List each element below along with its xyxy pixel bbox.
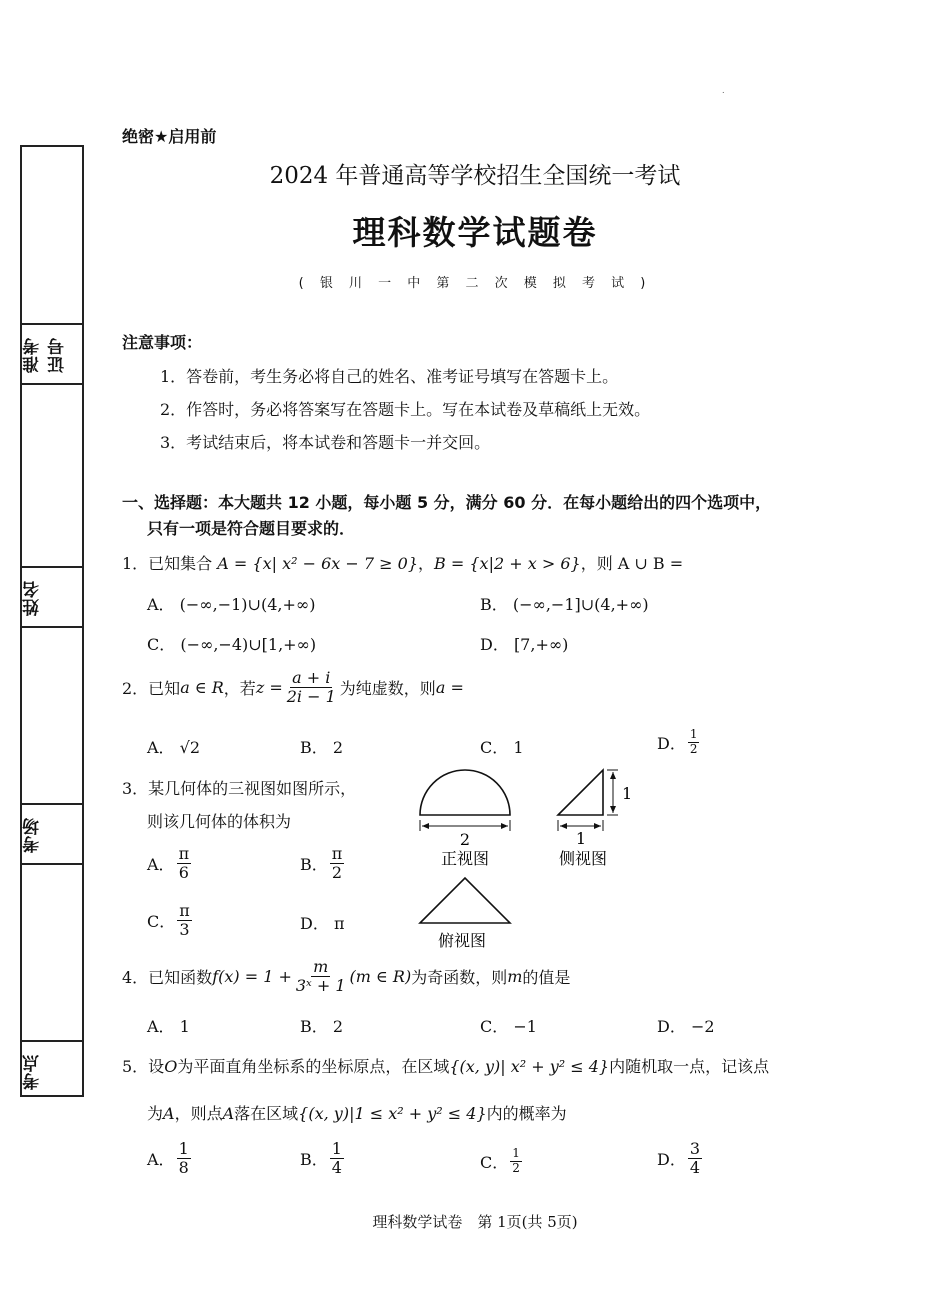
q5-suffix: 内随机取一点，记该点 [609, 1057, 770, 1076]
q4-function: f(x) = 1 + [212, 967, 292, 987]
q4-domain: (m ∈ R) [349, 967, 412, 987]
q3-option-a: A． $\frac{\pi}{6}$ [147, 844, 190, 883]
strip-divider [20, 566, 84, 568]
q3-option-c: C． $\frac{\pi}{3}$ [147, 901, 190, 940]
question-3-stem: 3．某几何体的三视图如图所示， [122, 779, 357, 798]
q4-fraction: $\frac{m}{\text{3ˣ + 1}}$ [295, 957, 346, 996]
side-view-label: 侧视图 [558, 849, 608, 868]
q3-option-d: D． π [300, 914, 345, 933]
q2-option-d: D． $\frac{1}{2}$ [657, 727, 698, 756]
q1-separator: ， [418, 554, 435, 573]
q2-option-b: B． 2 [300, 738, 344, 757]
q5-region-1: {(x, y)| x² + y² ≤ 4} [449, 1057, 610, 1076]
section-title-cont: 只有一项是符合题目要求的． [147, 519, 356, 538]
strip-label-exam-id: 准考证号 [23, 337, 68, 373]
strip-divider [20, 803, 84, 805]
corner-mark: . [722, 86, 725, 95]
q5-line2-suffix: 内的概率为 [486, 1104, 567, 1123]
q4-option-c: C． −1 [480, 1017, 537, 1036]
q1-option-b: B． (−∞,−1]∪(4,+∞) [480, 595, 649, 614]
front-width-label: 2 [459, 830, 471, 849]
q1-set-b: B = {x|2 + x > 6} [434, 554, 581, 573]
strip-label-name: 姓名 [23, 580, 43, 616]
strip-divider [20, 323, 84, 325]
q2-ask: a = [435, 678, 464, 698]
q1-option-d: D． [7,+∞) [480, 635, 569, 654]
notice-item: 1．答卷前，考生务必将自己的姓名、准考证号填写在答题卡上。 [160, 367, 619, 386]
side-view-triangle [558, 770, 603, 815]
q5-option-c: C． $\frac{1}{2}$ [480, 1146, 520, 1175]
front-view-semicircle [420, 770, 510, 815]
exam-name: 2024 年普通高等学校招生全国统一考试 [269, 163, 681, 189]
q4-ask: 的值是 [522, 968, 571, 988]
three-view-figure [400, 765, 640, 960]
q5-point: A [163, 1104, 175, 1123]
section-title: 一、选择题：本大题共 12 小题，每小题 5 分，满分 60 分．在每小题给出的四个选项中， [122, 493, 772, 512]
q4-var: m [507, 967, 523, 987]
page-footer: 理科数学试卷 第 1页(共 5页) [372, 1213, 578, 1231]
question-2-stem [122, 669, 464, 707]
q5-point-2: A [222, 1104, 235, 1123]
q4-option-a: A． 1 [147, 1017, 190, 1036]
q4-suffix: 为奇函数，则 [411, 968, 508, 988]
strip-label-room: 考场 [23, 817, 43, 853]
q3-option-b: B． $\frac{\pi}{2}$ [300, 844, 343, 883]
q2-condition: a ∈ R [180, 678, 224, 698]
q5-mid: 为平面直角坐标系的坐标原点，在区域 [177, 1057, 450, 1076]
question-5-stem [122, 1054, 769, 1077]
q2-mid: ，若 [223, 679, 256, 699]
q4-option-b: B． 2 [300, 1017, 344, 1036]
q5-line2-mid: ，则点 [174, 1104, 223, 1123]
question-5-stem-cont [147, 1101, 567, 1124]
top-view-label: 俯视图 [437, 931, 487, 950]
notice-item: 3．考试结束后，将本试卷和答题卡一并交回。 [160, 433, 491, 452]
q2-option-c: C． 1 [480, 738, 524, 757]
q5-line2-mid2: 落在区域 [234, 1104, 299, 1123]
q1-suffix: ，则 A ∪ B = [580, 554, 684, 573]
paper-title: 理科数学试题卷 [352, 213, 598, 252]
q5-option-b: B． $\frac{1}{4}$ [300, 1139, 342, 1178]
q1-set-a: A = {x| x² − 6x − 7 ≥ 0} [217, 554, 419, 573]
strip-divider [20, 626, 84, 628]
question-4-stem [122, 958, 570, 996]
q5-option-a: A． $\frac{1}{8}$ [147, 1139, 189, 1178]
q1-option-c: C． (−∞,−4)∪[1,+∞) [147, 635, 317, 654]
q2-prefix: 2．已知 [122, 679, 181, 699]
q5-prefix: 5．设 [122, 1057, 165, 1076]
notice-title: 注意事项： [122, 333, 203, 352]
question-1-stem [122, 551, 683, 574]
q2-option-a: A． √2 [147, 738, 201, 757]
confidential-mark: 绝密★启用前 [122, 127, 217, 146]
q4-option-d: D． −2 [657, 1017, 715, 1036]
front-view-label: 正视图 [440, 849, 490, 868]
question-3-stem-cont: 则该几何体的体积为 [147, 812, 292, 831]
strip-label-site: 考点 [23, 1054, 43, 1090]
q4-prefix: 4．已知函数 [122, 968, 213, 988]
q5-option-d: D． $\frac{3}{4}$ [657, 1139, 701, 1178]
q2-z-eq: z = [255, 678, 283, 698]
q5-origin: O [164, 1057, 178, 1076]
side-height-label: 1 [622, 784, 633, 803]
strip-divider [20, 383, 84, 385]
top-view-triangle [420, 878, 510, 923]
q5-region-2: {(x, y)|1 ≤ x² + y² ≤ 4} [298, 1104, 487, 1123]
side-width-label: 1 [575, 829, 587, 848]
strip-divider [20, 863, 84, 865]
q1-option-a: A． (−∞,−1)∪(4,+∞) [147, 595, 316, 614]
notice-item: 2．作答时，务必将答案写在答题卡上。写在本试卷及草稿纸上无效。 [160, 400, 651, 419]
q1-prefix: 1．已知集合 [122, 554, 213, 573]
q2-suffix: 为纯虚数，则 [339, 679, 436, 699]
q5-line2-prefix: 为 [147, 1104, 164, 1123]
paper-subtitle: ( 银 川 一 中 第 二 次 模 拟 考 试 ) [298, 276, 652, 291]
strip-divider [20, 1040, 84, 1042]
q2-fraction: $\frac{a + i}{2i - 1}$ [286, 668, 336, 707]
